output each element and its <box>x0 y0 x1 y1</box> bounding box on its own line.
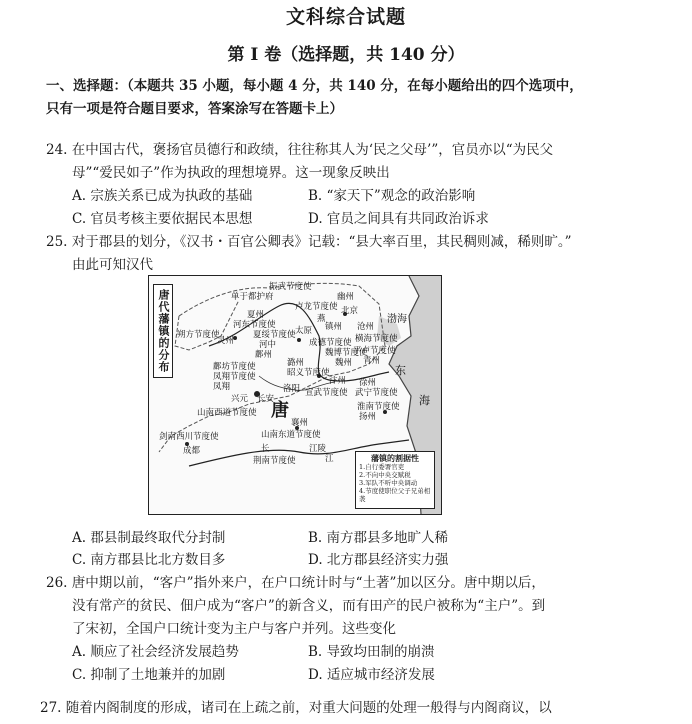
legend-title: 藩镇的割据性 <box>371 453 419 463</box>
legend-item: 2.不向中央交赋税 <box>359 471 411 479</box>
tang-fanzhen-map <box>148 275 442 515</box>
map-label-xuanwu: 宣武节度使 <box>305 388 348 398</box>
q26-stem-line-2: 没有常产的贫民、佃户成为“客户”的新含义，而有田产的民户被称为“主户”。到 <box>72 598 546 614</box>
map-label-pinglu: 平卢节度使 <box>353 346 396 356</box>
map-label-lingzhou: 灵州 <box>217 336 235 346</box>
q24-option-c[interactable]: C. 官员考核主要依据民本思想 <box>72 211 253 227</box>
q24-option-b[interactable]: B. “家天下”观念的政治影响 <box>308 188 476 204</box>
legend-item: 3.军队不听中央调动 <box>359 479 418 487</box>
map-label-changan: 长安 <box>257 394 275 404</box>
map-label-xuzhou: 徐州 <box>359 378 377 388</box>
map-label-chang: 长 <box>261 444 270 454</box>
map-label-cangzhou: 沧州 <box>357 322 375 332</box>
q25-stem-line-2: 由此可知汉代 <box>72 257 153 273</box>
q27-stem-line-1: 27. 随着内阁制度的形成，诸司在上疏之前，对重大问题的处理一般得与内阁商议，以 <box>40 700 552 716</box>
map-label-xiangzhou: 襄州 <box>291 418 309 428</box>
map-label-shuofang: 朔方节度使 <box>177 330 220 340</box>
q26-option-a[interactable]: A. 顺应了社会经济发展趋势 <box>72 644 239 660</box>
map-label-wuning: 武宁节度使 <box>355 388 398 398</box>
q24-stem-line-1: 24. 在中国古代，褒扬官员德行和政绩，往往称其人为‘民之父母’”，官员亦以“为民父 <box>46 142 554 158</box>
map-label-zhenwu: 振武节度使 <box>269 282 312 292</box>
map-label-yan: 燕 <box>317 314 326 324</box>
map-label-beijing: 北京 <box>341 306 359 316</box>
q25-stem-line-1: 25. 对于郡县的划分，《汉书・百官公卿表》记载：“县大率百里，其民稠则减，稀则旷。” <box>46 234 572 250</box>
map-label-taiyuan: 太原 <box>295 326 313 336</box>
legend-item: 1.自行委署官吏 <box>359 463 405 471</box>
instructions-line-1: 一、选择题：（本题共 35 小题，每小题 4 分，共 140 分，在每小题给出的四个选项中， <box>46 78 583 94</box>
map-label-hezhong: 河中 <box>259 340 277 350</box>
q24-option-a[interactable]: A. 宗族关系已成为执政的基础 <box>72 188 253 204</box>
map-label-zhenzhou: 镇州 <box>325 322 343 332</box>
exam-title: 文科综合试题 <box>285 6 406 28</box>
q26-option-d[interactable]: D. 适应城市经济发展 <box>308 667 435 683</box>
map-label-luoyang: 洛阳 <box>283 384 301 394</box>
map-label-weizhou: 魏州 <box>335 358 353 368</box>
map-title: 唐代藩镇的分布 <box>153 284 173 378</box>
map-label-fangfang: 鄜坊节度使 <box>213 362 256 372</box>
map-label-jiang: 江 <box>325 454 334 464</box>
map-label-bianzhou: 汴州 <box>329 376 347 386</box>
q26-stem-line-1: 26. 唐中期以前，“客户”指外来户，在户口统计时与“土著”加以区分。唐中期以后， <box>46 575 545 591</box>
map-label-xiasui: 夏绥节度使 <box>253 330 296 340</box>
map-label-dong: 东 <box>395 364 406 377</box>
q26-option-b[interactable]: B. 导致均田制的崩溃 <box>308 644 435 660</box>
map-label-bohai: 渤海 <box>387 314 407 325</box>
map-label-huainan: 淮南节度使 <box>357 402 400 412</box>
map-label-yangzhou: 扬州 <box>359 412 377 422</box>
map-label-chengdu: 成都 <box>183 446 201 456</box>
map-label-fuzhou: 鄜州 <box>255 350 273 360</box>
q24-option-d[interactable]: D. 官员之间具有共同政治诉求 <box>308 211 489 227</box>
map-label-fengxiang-city: 凤翔 <box>213 382 231 392</box>
q26-stem-line-3: 了宋初，全国户口统计变为主户与客户并列。这些变化 <box>72 621 396 637</box>
map-label-luzhou: 潞州 <box>287 358 305 368</box>
map-label-hedong: 河东节度使 <box>233 320 276 330</box>
map-label-shannandong: 山南东道节度使 <box>261 430 321 440</box>
map-legend <box>355 451 435 509</box>
map-label-hengdai: 横海节度使 <box>355 334 398 344</box>
q25-option-c[interactable]: C. 南方郡县比北方数目多 <box>72 552 226 568</box>
q25-option-a[interactable]: A. 郡县制最终取代分封制 <box>72 530 226 546</box>
map-label-zhaoyi: 昭义节度使 <box>287 368 330 378</box>
map-label-hai: 海 <box>419 394 430 407</box>
map-label-youzhou: 幽州 <box>337 292 355 302</box>
q25-option-b[interactable]: B. 南方郡县多地旷人稀 <box>308 530 449 546</box>
map-label-weibo: 魏博节度使 <box>325 348 368 358</box>
q24-stem-line-2: 母”“爱民如子”作为执政的理想境界。这一现象反映出 <box>72 165 390 181</box>
map-label-jiannan: 剑南西川节度使 <box>159 432 219 442</box>
map-label-xingyuan: 兴元 <box>231 394 249 404</box>
map-label-jingnan: 荆南节度使 <box>253 456 296 466</box>
q26-option-c[interactable]: C. 抑制了土地兼并的加剧 <box>72 667 226 683</box>
map-label-shanyu: 单于都护府 <box>231 292 274 302</box>
legend-item: 4.节度使职位父子兄弟相袭 <box>359 487 431 503</box>
map-label-tang: 唐 <box>271 400 289 421</box>
map-label-shannanxi: 山南西道节度使 <box>197 408 257 418</box>
map-label-qingzhou: 青州 <box>363 356 381 366</box>
q25-option-d[interactable]: D. 北方郡县经济实力强 <box>308 552 449 568</box>
map-label-fengxiang: 凤翔节度使 <box>213 372 256 382</box>
map-label-chengde: 成德节度使 <box>309 338 352 348</box>
map-label-xiazhou: 夏州 <box>247 310 265 320</box>
map-label-lulong: 卢龙节度使 <box>295 302 338 312</box>
instructions-line-2: 只有一项是符合题目要求，答案涂写在答题卡上） <box>46 101 343 117</box>
map-label-jiangling: 江陵 <box>309 444 327 454</box>
section-subtitle: 第 I 卷（选择题，共 140 分） <box>227 45 465 65</box>
